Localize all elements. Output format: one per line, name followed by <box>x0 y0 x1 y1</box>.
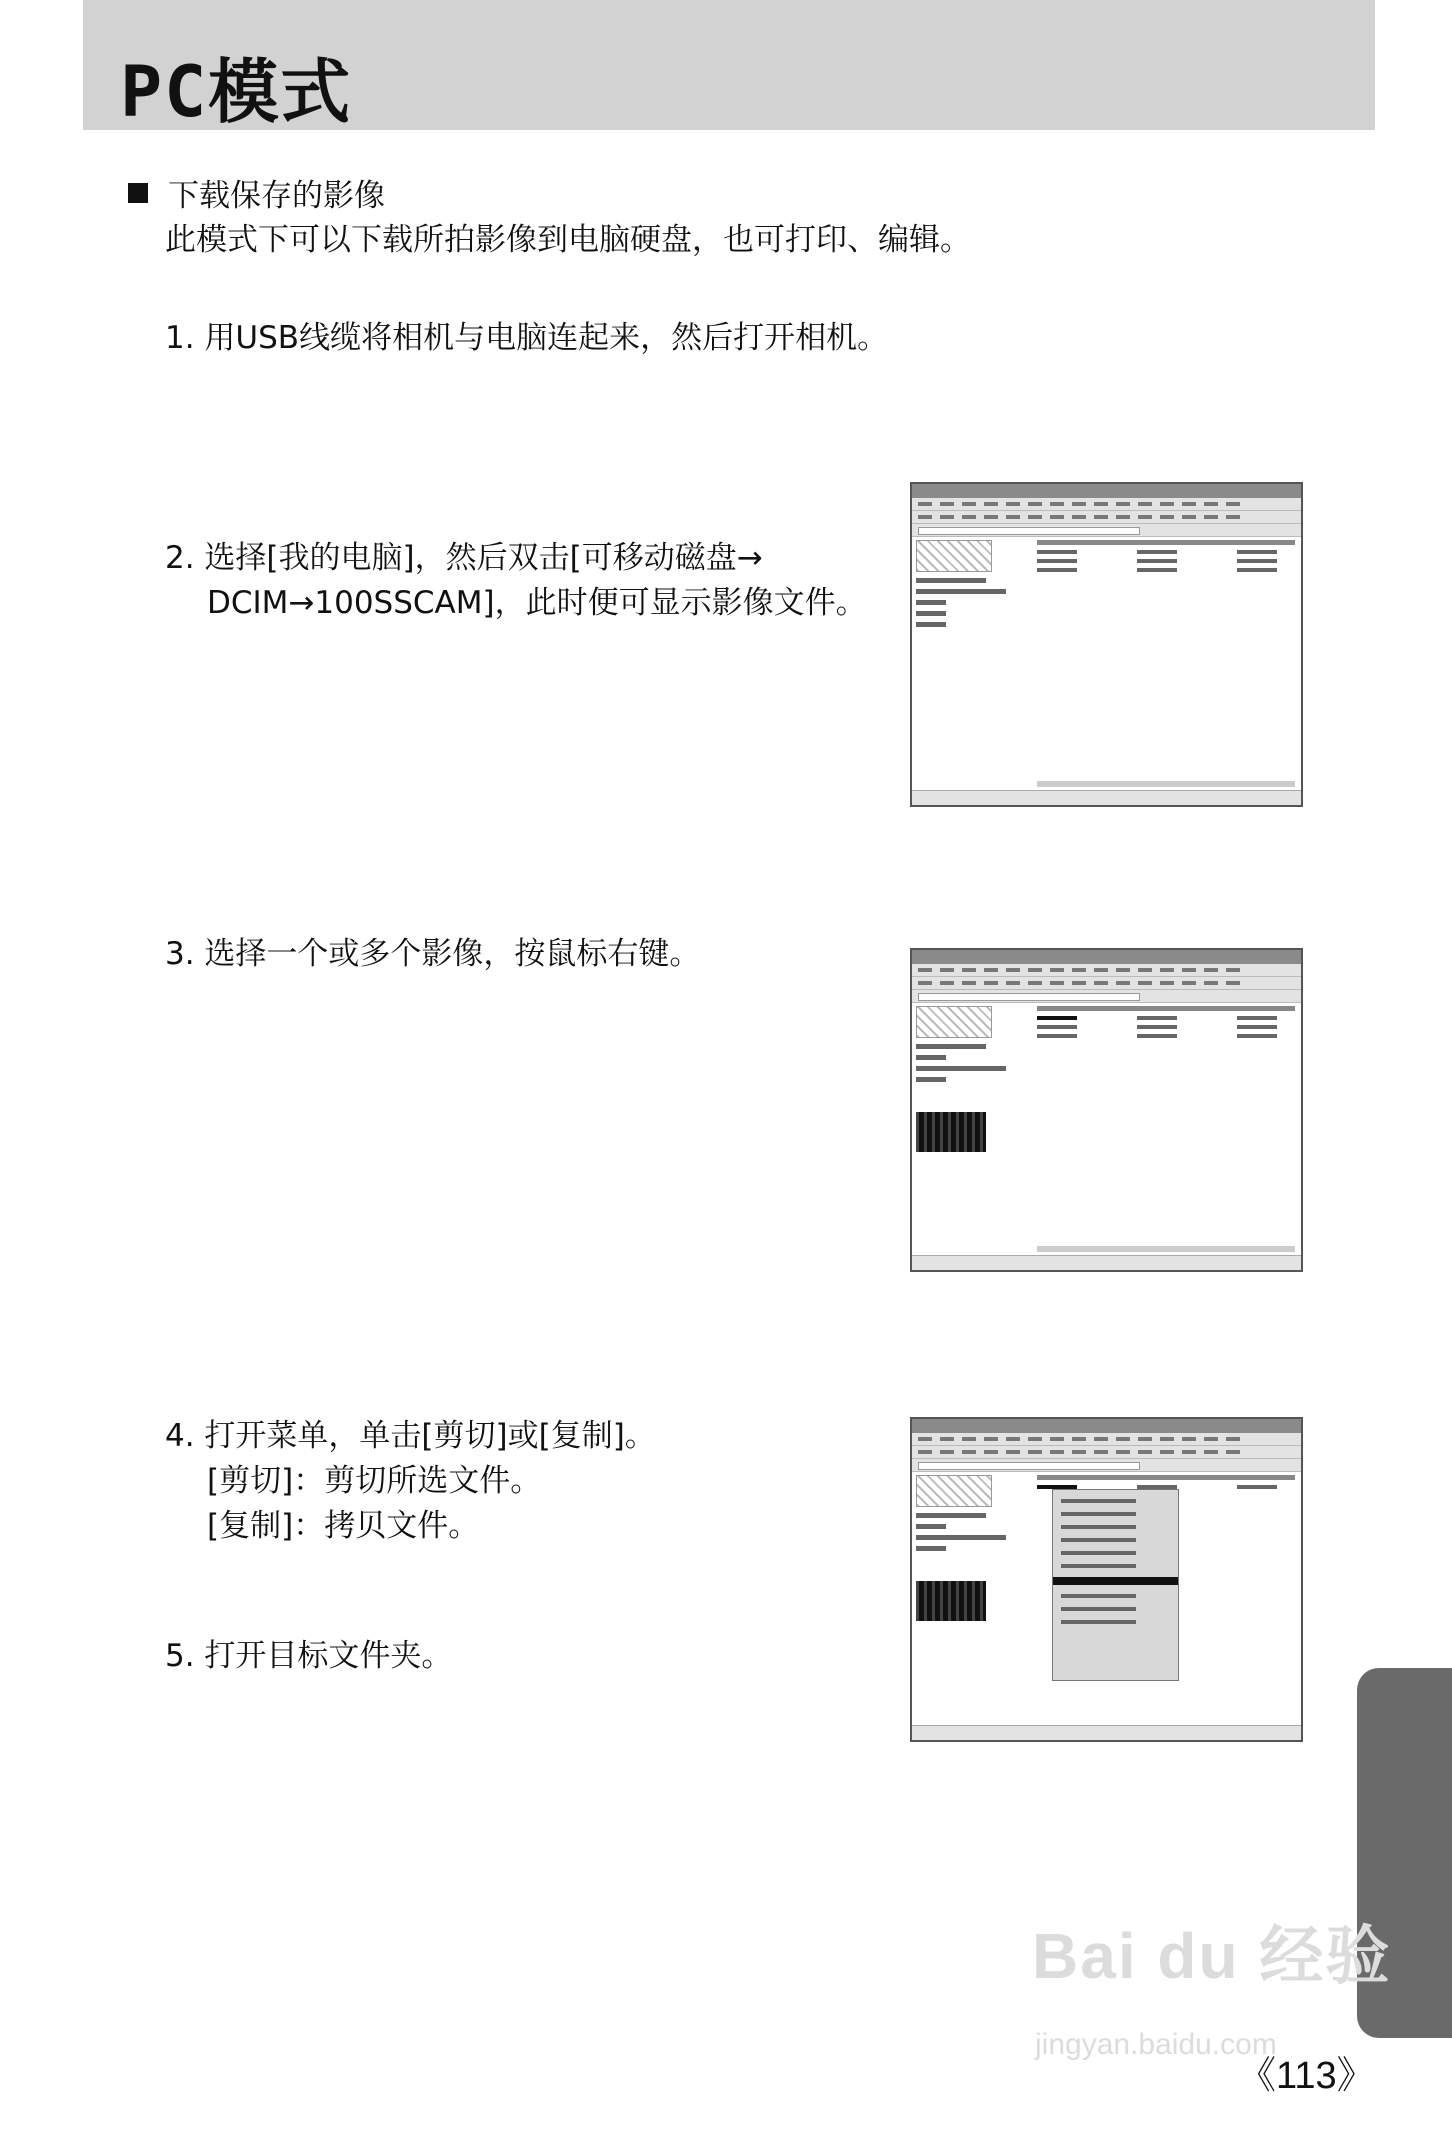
step-1: 1. 用USB线缆将相机与电脑连起来，然后打开相机。 <box>165 320 889 356</box>
step-5: 5. 打开目标文件夹。 <box>165 1638 453 1674</box>
folder-name-label <box>916 1513 986 1518</box>
info-label <box>916 1066 1006 1071</box>
context-menu <box>1052 1489 1179 1681</box>
context-menu-item <box>1061 1525 1136 1529</box>
horizontal-scrollbar <box>1037 781 1295 787</box>
context-menu-item <box>1061 1512 1136 1516</box>
folder-desc-label <box>916 589 1006 594</box>
window-addressbar <box>912 990 1301 1003</box>
watermark-logo: Bai du 经验 <box>1032 1920 1392 1992</box>
file-list-header <box>1037 1006 1295 1011</box>
file-list <box>1037 540 1295 600</box>
info-label <box>916 1055 946 1060</box>
info-label <box>916 611 946 616</box>
folder-info-pane <box>916 1475 1016 1720</box>
explorer-screenshot-2 <box>910 948 1303 1272</box>
context-menu-item <box>1061 1620 1136 1624</box>
window-menubar <box>912 1433 1301 1446</box>
window-statusbar <box>912 1255 1301 1270</box>
info-label <box>916 1077 946 1082</box>
window-toolbar <box>912 511 1301 524</box>
file-row-selected <box>1037 1016 1295 1020</box>
window-toolbar <box>912 1446 1301 1459</box>
folder-name-label <box>916 1044 986 1049</box>
window-statusbar <box>912 790 1301 805</box>
horizontal-scrollbar <box>1037 1246 1295 1252</box>
image-thumbnail <box>916 1112 986 1152</box>
context-menu-item <box>1061 1538 1136 1542</box>
file-list-header <box>1037 1475 1295 1480</box>
explorer-screenshot-3 <box>910 1417 1303 1742</box>
context-menu-item <box>1061 1551 1136 1555</box>
context-menu-item <box>1061 1594 1136 1598</box>
step-4-line-3: [复制]：拷贝文件。 <box>207 1508 480 1544</box>
info-label <box>916 1546 946 1551</box>
section-heading-text: 下载保存的影像 <box>168 178 385 214</box>
intro-text: 此模式下可以下载所拍影像到电脑硬盘，也可打印、编辑。 <box>165 222 971 258</box>
info-label <box>916 622 946 627</box>
page-number: 《113》 <box>1238 2055 1375 2097</box>
window-menubar <box>912 498 1301 511</box>
folder-info-pane <box>916 540 1016 785</box>
context-menu-item <box>1061 1607 1136 1611</box>
window-titlebar <box>912 484 1301 498</box>
file-list <box>1037 1006 1295 1066</box>
file-row <box>1037 550 1295 554</box>
step-2-line-1: 2. 选择[我的电脑]，然后双击[可移动磁盘→ <box>165 540 763 576</box>
step-3: 3. 选择一个或多个影像，按鼠标右键。 <box>165 936 701 972</box>
file-row <box>1037 1034 1295 1038</box>
explorer-screenshot-1 <box>910 482 1303 807</box>
folder-info-pane <box>916 1006 1016 1250</box>
context-menu-item <box>1061 1564 1136 1568</box>
info-label <box>916 600 946 605</box>
page-title: PC模式 <box>120 51 353 133</box>
watermark-url: jingyan.baidu.com <box>1035 2028 1277 2061</box>
image-thumbnail <box>916 1581 986 1621</box>
window-addressbar <box>912 524 1301 537</box>
file-list-header <box>1037 540 1295 545</box>
file-row <box>1037 568 1295 572</box>
bullet-square-icon <box>128 183 148 203</box>
window-toolbar <box>912 977 1301 990</box>
step-2-line-2: DCIM→100SSCAM]，此时便可显示影像文件。 <box>207 585 867 621</box>
info-label <box>916 1524 946 1529</box>
file-row <box>1037 559 1295 563</box>
window-addressbar <box>912 1459 1301 1472</box>
step-4-line-2: [剪切]：剪切所选文件。 <box>207 1463 542 1499</box>
folder-logo-icon <box>916 1475 992 1507</box>
window-menubar <box>912 964 1301 977</box>
folder-logo-icon <box>916 540 992 572</box>
context-menu-item-highlighted <box>1053 1577 1178 1585</box>
info-label <box>916 1535 1006 1540</box>
file-row <box>1037 1025 1295 1029</box>
context-menu-item <box>1061 1499 1136 1503</box>
folder-logo-icon <box>916 1006 992 1038</box>
step-4-line-1: 4. 打开菜单，单击[剪切]或[复制]。 <box>165 1418 656 1454</box>
window-statusbar <box>912 1725 1301 1740</box>
window-titlebar <box>912 950 1301 964</box>
window-titlebar <box>912 1419 1301 1433</box>
folder-name-label <box>916 578 986 583</box>
section-heading <box>128 170 385 215</box>
